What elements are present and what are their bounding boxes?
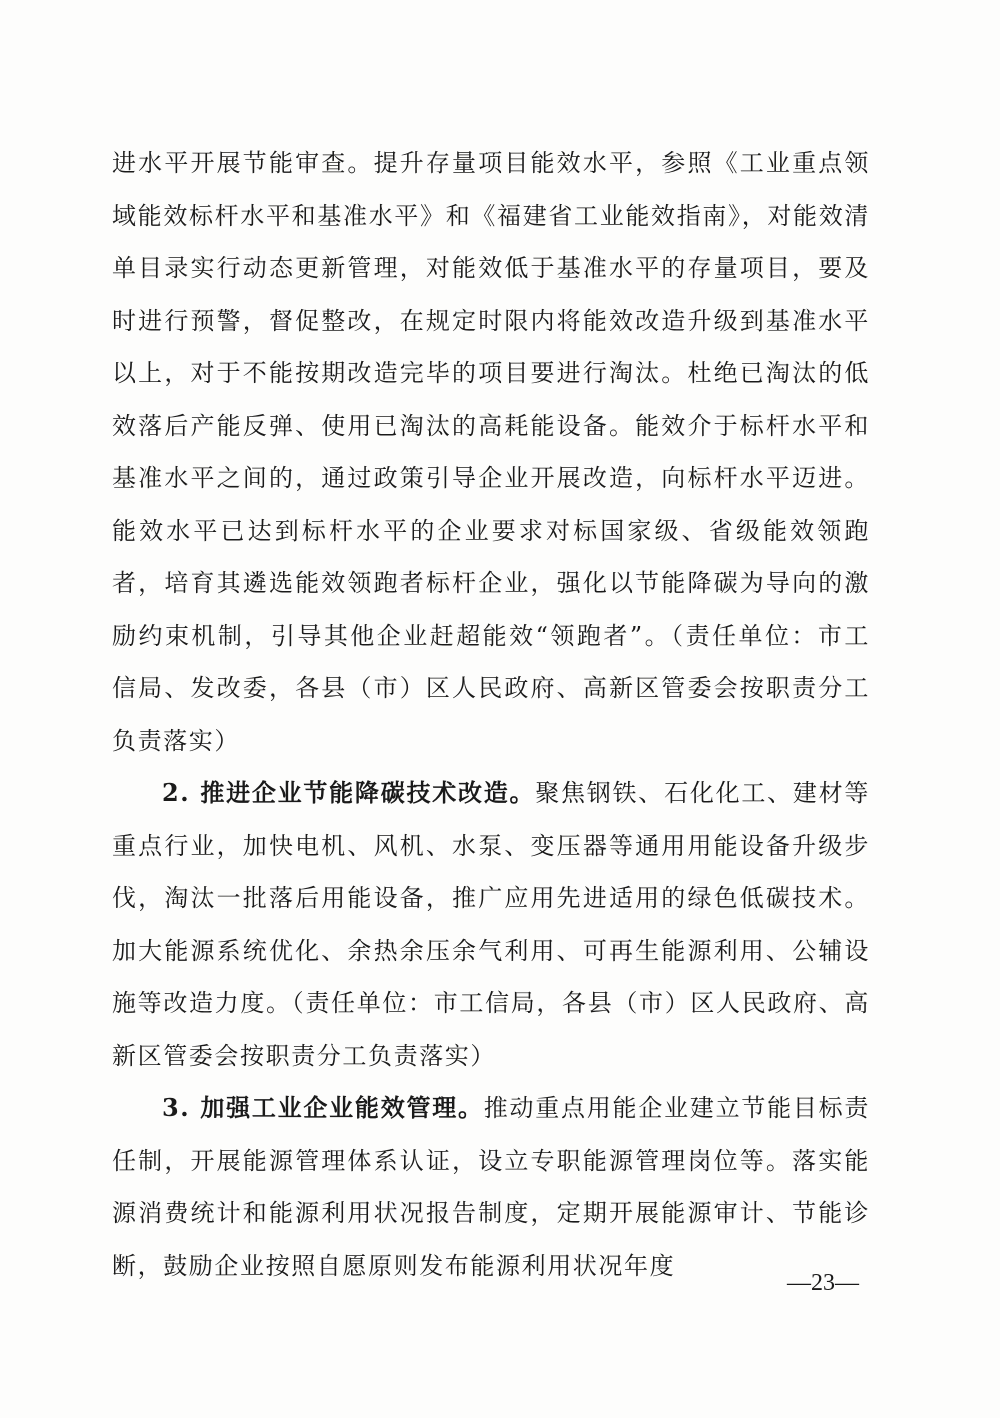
paragraph-2-heading: 2. 推进企业节能降碳技术改造。 <box>162 778 536 807</box>
paragraph-3-heading: 3. 加强工业企业能效管理。 <box>162 1093 484 1122</box>
paragraph-2 <box>112 767 870 1082</box>
paragraph-2-text: 聚焦钢铁、石化化工、建材等重点行业，加快电机、风机、水泵、变压器等通用用能设备升级步伐，淘汰一批落后用能设备，推广应用先进适用的绿色低碳技术。加大能源系统优化、余热余压余气利用、可再生能源利用、公辅设施等改造力度。（责任单位：市工信局，各县（市）区人民政府、高新区管委会按职责分工负责落实） <box>112 779 870 1070</box>
paragraph-3 <box>112 1082 870 1292</box>
body-text <box>112 137 870 1292</box>
paragraph-1-text: 进水平开展节能审查。提升存量项目能效水平，参照《工业重点领域能效标杆水平和基准水平》和《福建省工业能效指南》，对能效清单目录实行动态更新管理，对能效低于基准水平的存量项目，要及时进行预警，督促整改，在规定时限内将能效改造升级到基准水平以上，对于不能按期改造完毕的项目要进行淘汰。杜绝已淘汰的低效落后产能反弹、使用已淘汰的高耗能设备。能效介于标杆水平和基准水平之间的，通过政策引导企业开展改造，向标杆水平迈进。能效水平已达到标杆水平的企业要求对标国家级、省级能效领跑者，培育其遴选能效领跑者标杆企业，强化以节能降碳为导向的激励约束机制，引导其他企业赶超能效“领跑者”。（责任单位：市工信局、发改委，各县（市）区人民政府、高新区管委会按职责分工负责落实） <box>112 149 870 755</box>
page-number: —23— <box>787 1270 859 1296</box>
paragraph-3-text: 推动重点用能企业建立节能目标责任制，开展能源管理体系认证，设立专职能源管理岗位等。落实能源消费统计和能源利用状况报告制度，定期开展能源审计、节能诊断，鼓励企业按照自愿原则发布能源利用状况年度 <box>112 1094 871 1280</box>
paragraph-1 <box>112 137 870 767</box>
